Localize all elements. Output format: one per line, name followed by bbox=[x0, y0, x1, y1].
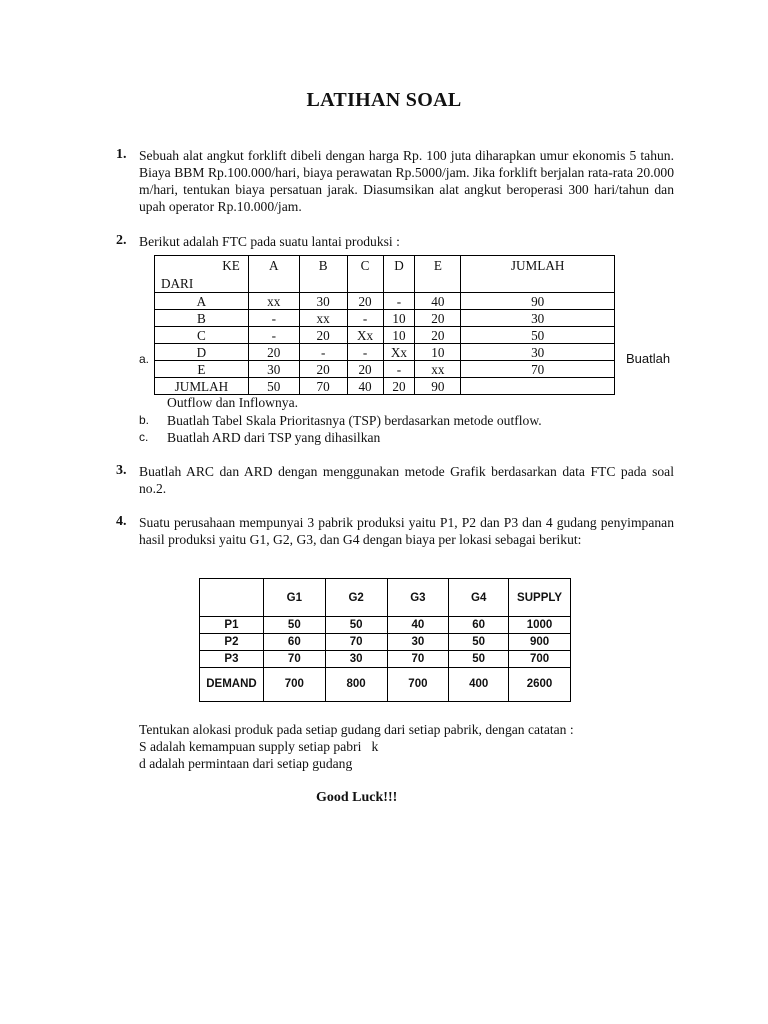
ftc-cell: - bbox=[248, 327, 299, 344]
question-2-intro: Berikut adalah FTC pada suatu lantai produksi : bbox=[139, 234, 400, 249]
cost-col-header: G1 bbox=[263, 579, 325, 617]
cost-cell: 700 bbox=[509, 651, 571, 668]
table-row bbox=[155, 310, 615, 327]
ftc-cell: 90 bbox=[461, 293, 615, 310]
cost-cell: 40 bbox=[387, 617, 449, 634]
ftc-cell: 40 bbox=[415, 293, 461, 310]
ftc-table bbox=[154, 255, 615, 395]
ftc-col-header: E bbox=[415, 256, 461, 293]
cost-cell: 1000 bbox=[509, 617, 571, 634]
cost-cell: 2600 bbox=[509, 668, 571, 702]
question-4-text: Suatu perusahaan mempunyai 3 pabrik produksi yaitu P1, P2 dan P3 dan 4 gudang penyimpanan hasil produksi yaitu G1, G2, G3, dan G4 dengan biaya per lokasi sebagai berikut: bbox=[139, 515, 674, 547]
sub-b-marker: b. bbox=[139, 413, 150, 427]
table-row bbox=[200, 651, 571, 668]
ftc-cell: 10 bbox=[415, 344, 461, 361]
ftc-cell: 30 bbox=[299, 293, 347, 310]
cost-cell: 70 bbox=[263, 651, 325, 668]
cost-header-row bbox=[200, 579, 571, 617]
ftc-cell: xx bbox=[248, 293, 299, 310]
question-3-number: 3. bbox=[116, 463, 127, 478]
cost-cell: 30 bbox=[325, 651, 387, 668]
page-title: LATIHAN SOAL bbox=[306, 89, 462, 111]
ftc-cell: - bbox=[383, 361, 415, 378]
cost-cell: 70 bbox=[325, 634, 387, 651]
question-4-number: 4. bbox=[116, 514, 127, 529]
cost-col-header: G3 bbox=[387, 579, 449, 617]
table-row bbox=[200, 634, 571, 651]
closing-text: Good Luck!!! bbox=[316, 790, 398, 805]
ftc-cell: xx bbox=[415, 361, 461, 378]
question-3-text: Buatlah ARC dan ARD dengan menggunakan metode Grafik berdasarkan data FTC pada soal no.2. bbox=[139, 464, 674, 496]
ftc-cell bbox=[461, 378, 615, 395]
ftc-row-label: JUMLAH bbox=[155, 378, 249, 395]
question-1-number: 1. bbox=[116, 147, 127, 162]
ftc-col-header: JUMLAH bbox=[461, 256, 615, 293]
ftc-cell: 50 bbox=[248, 378, 299, 395]
ftc-cell: 20 bbox=[299, 361, 347, 378]
ftc-cell: 20 bbox=[415, 327, 461, 344]
ftc-cell: - bbox=[347, 310, 383, 327]
sub-a-continuation: Outflow dan Inflownya. bbox=[167, 395, 298, 410]
sub-a-right-text: Buatlah bbox=[626, 351, 671, 366]
ftc-cell: 20 bbox=[299, 327, 347, 344]
table-row bbox=[200, 668, 571, 702]
cost-cell: 900 bbox=[509, 634, 571, 651]
ftc-corner-dari: DARI bbox=[161, 276, 194, 291]
cost-col-header: SUPPLY bbox=[509, 579, 571, 617]
ftc-cell: 10 bbox=[383, 327, 415, 344]
ftc-cell: - bbox=[248, 310, 299, 327]
cost-cell: 30 bbox=[387, 634, 449, 651]
ftc-cell: 30 bbox=[461, 310, 615, 327]
cost-cell: 60 bbox=[263, 634, 325, 651]
ftc-header-row bbox=[155, 256, 615, 293]
cost-col-header: G4 bbox=[449, 579, 509, 617]
ftc-cell: 20 bbox=[248, 344, 299, 361]
cost-cell: 50 bbox=[449, 651, 509, 668]
ftc-col-header: A bbox=[248, 256, 299, 293]
cost-cell: 400 bbox=[449, 668, 509, 702]
cost-cell: 700 bbox=[263, 668, 325, 702]
ftc-col-header: B bbox=[299, 256, 347, 293]
cost-cell: 70 bbox=[387, 651, 449, 668]
cost-cell: 60 bbox=[449, 617, 509, 634]
table-row bbox=[155, 293, 615, 310]
cost-cell: 700 bbox=[387, 668, 449, 702]
note-line-3: d adalah permintaan dari setiap gudang bbox=[139, 756, 353, 771]
ftc-row-label: A bbox=[155, 293, 249, 310]
ftc-cell: 50 bbox=[461, 327, 615, 344]
question-1-text: Sebuah alat angkut forklift dibeli dengan harga Rp. 100 juta diharapkan umur ekonomis 5 tahun. Biaya BBM Rp.100.000/hari, biaya perawatan Rp.5000/jam. Jika forklift berjalan rata-rata 20.000 m/hari, tentukan biaya persatuan jarak. Diasumsikan alat angkut beroperasi 300 hari/tahun dan upah operator Rp.10.000/jam. bbox=[139, 148, 674, 214]
sub-c-text: Buatlah ARD dari TSP yang dihasilkan bbox=[167, 430, 381, 445]
ftc-cell: 20 bbox=[383, 378, 415, 395]
ftc-cell: 10 bbox=[383, 310, 415, 327]
ftc-cell: 20 bbox=[347, 293, 383, 310]
demand-label: DEMAND bbox=[206, 678, 257, 690]
table-row bbox=[155, 344, 615, 361]
sub-c-marker: c. bbox=[139, 430, 149, 444]
note-line-1: Tentukan alokasi produk pada setiap gudang dari setiap pabrik, dengan catatan : bbox=[139, 722, 574, 737]
ftc-cell: 70 bbox=[299, 378, 347, 395]
ftc-cell: - bbox=[383, 293, 415, 310]
ftc-row-label: E bbox=[155, 361, 249, 378]
ftc-cell: 20 bbox=[415, 310, 461, 327]
ftc-corner-cell bbox=[155, 256, 249, 293]
table-row bbox=[155, 361, 615, 378]
cost-cell: 50 bbox=[263, 617, 325, 634]
ftc-cell: 70 bbox=[461, 361, 615, 378]
table-row bbox=[155, 378, 615, 395]
cost-cell: 50 bbox=[325, 617, 387, 634]
ftc-col-header: C bbox=[347, 256, 383, 293]
ftc-cell: - bbox=[299, 344, 347, 361]
table-row bbox=[200, 617, 571, 634]
cost-row-label: P1 bbox=[200, 617, 264, 634]
cost-cell: 800 bbox=[325, 668, 387, 702]
ftc-cell: Xx bbox=[347, 327, 383, 344]
cost-corner-cell bbox=[200, 579, 264, 617]
sub-a-marker: a. bbox=[139, 352, 150, 366]
cost-row-label bbox=[200, 668, 264, 702]
ftc-row-label: D bbox=[155, 344, 249, 361]
cost-cell: 50 bbox=[449, 634, 509, 651]
sub-b-text: Buatlah Tabel Skala Prioritasnya (TSP) berdasarkan metode outflow. bbox=[167, 413, 542, 428]
ftc-cell: Xx bbox=[383, 344, 415, 361]
ftc-cell: 20 bbox=[347, 361, 383, 378]
note-line-2: S adalah kemampuan supply setiap pabri k bbox=[139, 739, 379, 754]
table-row bbox=[155, 327, 615, 344]
ftc-cell: 30 bbox=[461, 344, 615, 361]
ftc-cell: 40 bbox=[347, 378, 383, 395]
ftc-cell: 30 bbox=[248, 361, 299, 378]
ftc-row-label: B bbox=[155, 310, 249, 327]
cost-row-label: P3 bbox=[200, 651, 264, 668]
cost-table bbox=[199, 578, 571, 702]
ftc-col-header: D bbox=[383, 256, 415, 293]
cost-row-label: P2 bbox=[200, 634, 264, 651]
ftc-cell: xx bbox=[299, 310, 347, 327]
question-2-number: 2. bbox=[116, 233, 127, 248]
ftc-row-label: C bbox=[155, 327, 249, 344]
ftc-cell: 90 bbox=[415, 378, 461, 395]
cost-col-header: G2 bbox=[325, 579, 387, 617]
ftc-corner-ke: KE bbox=[222, 258, 240, 273]
ftc-cell: - bbox=[347, 344, 383, 361]
